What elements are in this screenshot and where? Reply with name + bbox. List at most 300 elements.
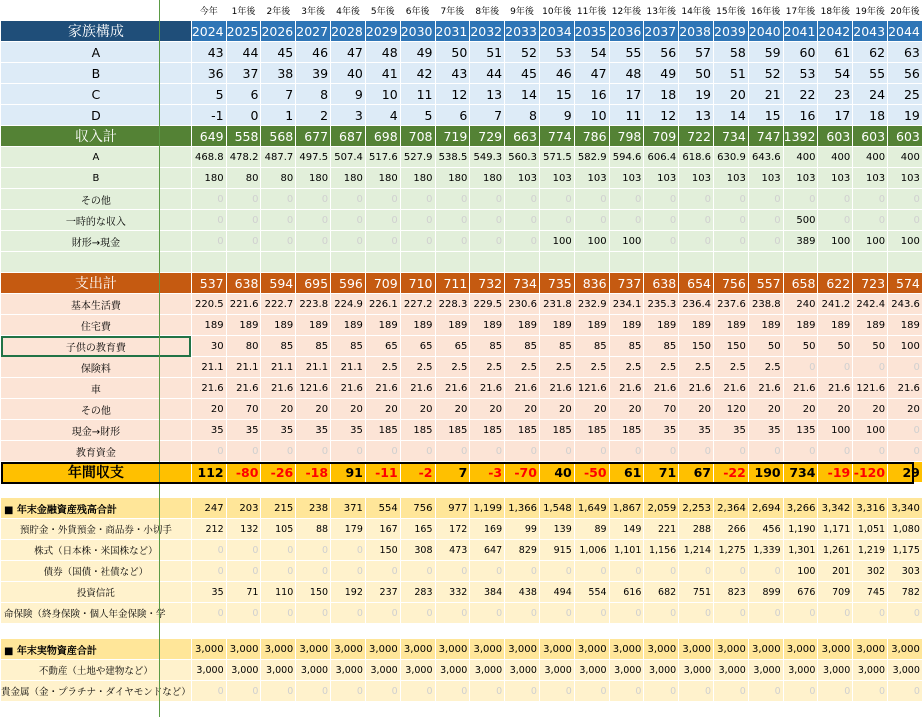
year-cell[interactable]: 2037 (644, 21, 679, 42)
financial-cell[interactable]: 647 (470, 540, 505, 561)
year-cell[interactable]: 2039 (714, 21, 749, 42)
income-cell[interactable]: 0 (261, 231, 296, 252)
financial-cell[interactable]: 35 (191, 582, 226, 603)
age-cell[interactable]: 16 (783, 105, 818, 126)
physical-cell[interactable]: 0 (365, 681, 400, 702)
age-cell[interactable]: 45 (505, 63, 540, 84)
expense-cell[interactable]: 21.6 (191, 378, 226, 399)
expense-cell[interactable]: 232.9 (574, 294, 609, 315)
expense-cell[interactable]: 21.6 (435, 378, 470, 399)
income-cell[interactable]: 594.6 (609, 147, 644, 168)
expense-label[interactable]: その他 (1, 399, 192, 420)
expense-cell[interactable]: 35 (331, 420, 366, 441)
expense-cell[interactable]: 224.9 (331, 294, 366, 315)
age-cell[interactable]: 56 (888, 63, 923, 84)
financial-cell[interactable]: 0 (853, 603, 888, 624)
expense-cell[interactable]: 189 (191, 315, 226, 336)
physical-cell[interactable]: 0 (609, 681, 644, 702)
year-cell[interactable]: 2042 (818, 21, 853, 42)
expense-cell[interactable]: 2.5 (505, 357, 540, 378)
financial-cell[interactable]: 0 (261, 603, 296, 624)
income-cell[interactable]: 0 (470, 210, 505, 231)
income-total-cell[interactable]: 698 (365, 126, 400, 147)
physical-cell[interactable]: 3,000 (435, 660, 470, 681)
empty-cell[interactable] (226, 483, 261, 498)
income-cell[interactable]: 180 (191, 168, 226, 189)
expense-cell[interactable]: 2.5 (435, 357, 470, 378)
financial-cell[interactable]: 1,006 (574, 540, 609, 561)
year-offset-header[interactable]: 10年後 (539, 0, 574, 21)
expense-cell[interactable]: 85 (539, 336, 574, 357)
year-cell[interactable]: 2029 (365, 21, 400, 42)
balance-cell[interactable]: -26 (261, 462, 296, 483)
expense-cell[interactable]: 0 (853, 441, 888, 462)
expense-total-cell[interactable]: 711 (435, 273, 470, 294)
expense-cell[interactable]: 70 (226, 399, 261, 420)
financial-cell[interactable]: 179 (331, 519, 366, 540)
financial-cell[interactable]: 1,261 (818, 540, 853, 561)
empty-cell[interactable] (888, 624, 923, 639)
financial-cell[interactable]: 212 (191, 519, 226, 540)
income-cell[interactable]: 0 (470, 231, 505, 252)
expense-cell[interactable]: 223.8 (296, 294, 331, 315)
income-label[interactable]: 一時的な収入 (1, 210, 192, 231)
empty-cell[interactable] (574, 624, 609, 639)
financial-total-cell[interactable]: 2,694 (748, 498, 783, 519)
empty-cell[interactable] (644, 252, 679, 273)
expense-cell[interactable]: 21.6 (609, 378, 644, 399)
financial-cell[interactable]: 332 (435, 582, 470, 603)
expense-total-cell[interactable]: 537 (191, 273, 226, 294)
expense-total-cell[interactable]: 654 (679, 273, 714, 294)
expense-cell[interactable]: 0 (400, 441, 435, 462)
financial-total-cell[interactable]: 1,649 (574, 498, 609, 519)
income-cell[interactable]: 0 (714, 231, 749, 252)
empty-cell[interactable] (574, 483, 609, 498)
financial-cell[interactable]: 221 (644, 519, 679, 540)
financial-cell[interactable]: 0 (470, 603, 505, 624)
financial-cell[interactable]: 0 (365, 561, 400, 582)
income-cell[interactable]: 103 (818, 168, 853, 189)
income-cell[interactable]: 0 (226, 210, 261, 231)
expense-cell[interactable]: 50 (853, 336, 888, 357)
income-cell[interactable]: 507.4 (331, 147, 366, 168)
financial-cell[interactable]: 105 (261, 519, 296, 540)
financial-cell[interactable]: 192 (331, 582, 366, 603)
expense-cell[interactable]: 185 (609, 420, 644, 441)
expense-cell[interactable]: 2.5 (644, 357, 679, 378)
financial-cell[interactable]: 172 (435, 519, 470, 540)
expense-cell[interactable]: 120 (714, 399, 749, 420)
expense-cell[interactable]: 231.8 (539, 294, 574, 315)
financial-total-cell[interactable]: 1,199 (470, 498, 505, 519)
empty-cell[interactable] (539, 252, 574, 273)
financial-total-cell[interactable]: 1,366 (505, 498, 540, 519)
age-cell[interactable]: 54 (574, 42, 609, 63)
income-cell[interactable]: 0 (226, 231, 261, 252)
expense-cell[interactable]: 234.1 (609, 294, 644, 315)
income-cell[interactable]: 0 (748, 189, 783, 210)
physical-cell[interactable]: 3,000 (679, 660, 714, 681)
expense-cell[interactable]: 85 (644, 336, 679, 357)
income-cell[interactable]: 0 (365, 210, 400, 231)
financial-total-cell[interactable]: 756 (400, 498, 435, 519)
financial-cell[interactable]: 829 (505, 540, 540, 561)
empty-cell[interactable] (748, 252, 783, 273)
financial-cell[interactable]: 165 (400, 519, 435, 540)
financial-cell[interactable]: 1,214 (679, 540, 714, 561)
age-cell[interactable]: 37 (226, 63, 261, 84)
expense-cell[interactable]: 0 (505, 441, 540, 462)
income-cell[interactable]: 0 (644, 231, 679, 252)
financial-label[interactable]: 投資信託 (1, 582, 192, 603)
empty-cell[interactable] (679, 483, 714, 498)
expense-cell[interactable]: 241.2 (818, 294, 853, 315)
expense-cell[interactable]: 0 (609, 441, 644, 462)
expense-cell[interactable]: 2.5 (714, 357, 749, 378)
expense-label[interactable]: 保険料 (1, 357, 192, 378)
empty-cell[interactable] (191, 483, 226, 498)
income-cell[interactable]: 500 (783, 210, 818, 231)
age-cell[interactable]: 14 (714, 105, 749, 126)
expense-cell[interactable]: 20 (505, 399, 540, 420)
expense-cell[interactable]: 65 (435, 336, 470, 357)
expense-cell[interactable]: 100 (818, 420, 853, 441)
financial-cell[interactable]: 0 (679, 561, 714, 582)
financial-cell[interactable]: 0 (226, 603, 261, 624)
financial-cell[interactable]: 100 (783, 561, 818, 582)
balance-cell[interactable]: 29 (888, 462, 923, 483)
empty-cell[interactable] (331, 252, 366, 273)
age-cell[interactable]: 45 (261, 42, 296, 63)
year-cell[interactable]: 2040 (748, 21, 783, 42)
expense-cell[interactable]: 189 (818, 315, 853, 336)
year-offset-header[interactable]: 4年後 (331, 0, 366, 21)
age-cell[interactable]: 43 (191, 42, 226, 63)
expense-total-cell[interactable]: 723 (853, 273, 888, 294)
age-cell[interactable]: 6 (226, 84, 261, 105)
age-cell[interactable]: 15 (539, 84, 574, 105)
empty-cell[interactable] (714, 252, 749, 273)
financial-cell[interactable]: 169 (470, 519, 505, 540)
expense-cell[interactable]: 0 (261, 441, 296, 462)
expense-cell[interactable]: 220.5 (191, 294, 226, 315)
age-cell[interactable]: 6 (435, 105, 470, 126)
expense-cell[interactable]: 0 (539, 441, 574, 462)
balance-cell[interactable]: -50 (574, 462, 609, 483)
financial-label[interactable]: 預貯金・外貨預金・商品券・小切手 (1, 519, 192, 540)
expense-cell[interactable]: 0 (435, 441, 470, 462)
expense-cell[interactable]: 0 (748, 441, 783, 462)
income-total-cell[interactable]: 747 (748, 126, 783, 147)
empty-cell[interactable] (226, 252, 261, 273)
income-cell[interactable]: 180 (365, 168, 400, 189)
financial-cell[interactable]: 676 (783, 582, 818, 603)
year-offset-header[interactable]: 17年後 (783, 0, 818, 21)
expense-cell[interactable]: 35 (714, 420, 749, 441)
income-cell[interactable]: 0 (191, 231, 226, 252)
income-cell[interactable]: 180 (400, 168, 435, 189)
year-cell[interactable]: 2033 (505, 21, 540, 42)
income-total-cell[interactable]: 708 (400, 126, 435, 147)
income-total-cell[interactable]: 729 (470, 126, 505, 147)
physical-cell[interactable]: 0 (853, 681, 888, 702)
age-cell[interactable]: 19 (888, 105, 923, 126)
year-cell[interactable]: 2032 (470, 21, 505, 42)
expense-cell[interactable]: 21.6 (644, 378, 679, 399)
physical-total-cell[interactable]: 3,000 (331, 639, 366, 660)
physical-total-cell[interactable]: 3,000 (365, 639, 400, 660)
physical-total-cell[interactable]: 3,000 (261, 639, 296, 660)
physical-cell[interactable]: 3,000 (853, 660, 888, 681)
expense-cell[interactable]: 2.5 (609, 357, 644, 378)
expense-cell[interactable]: 150 (679, 336, 714, 357)
expense-cell[interactable]: 20 (783, 399, 818, 420)
expense-cell[interactable]: 189 (226, 315, 261, 336)
physical-total-cell[interactable]: 3,000 (470, 639, 505, 660)
expense-cell[interactable]: 100 (888, 336, 923, 357)
income-cell[interactable]: 0 (853, 189, 888, 210)
income-cell[interactable]: 0 (783, 189, 818, 210)
income-cell[interactable]: 0 (748, 210, 783, 231)
income-cell[interactable]: 103 (853, 168, 888, 189)
expense-cell[interactable]: 189 (644, 315, 679, 336)
financial-cell[interactable]: 0 (748, 561, 783, 582)
empty-cell[interactable] (783, 252, 818, 273)
member-label[interactable]: C (1, 84, 192, 105)
empty-cell[interactable] (400, 252, 435, 273)
financial-title[interactable]: ■ 年末金融資産残高合計 (1, 498, 192, 519)
financial-cell[interactable]: 915 (539, 540, 574, 561)
empty-cell[interactable] (679, 252, 714, 273)
expense-cell[interactable]: 243.6 (888, 294, 923, 315)
member-label[interactable]: A (1, 42, 192, 63)
empty-cell[interactable] (818, 624, 853, 639)
year-cell[interactable]: 2028 (331, 21, 366, 42)
empty-cell[interactable] (818, 483, 853, 498)
financial-cell[interactable]: 709 (818, 582, 853, 603)
age-cell[interactable]: 18 (644, 84, 679, 105)
empty-cell[interactable] (783, 624, 818, 639)
expense-cell[interactable]: 21.6 (505, 378, 540, 399)
income-cell[interactable]: 0 (191, 189, 226, 210)
income-cell[interactable]: 487.7 (261, 147, 296, 168)
income-cell[interactable]: 103 (748, 168, 783, 189)
expense-cell[interactable]: 189 (888, 315, 923, 336)
financial-cell[interactable]: 782 (888, 582, 923, 603)
balance-cell[interactable]: 734 (783, 462, 818, 483)
physical-cell[interactable]: 3,000 (539, 660, 574, 681)
balance-cell[interactable]: 67 (679, 462, 714, 483)
financial-cell[interactable]: 0 (435, 561, 470, 582)
income-cell[interactable]: 0 (470, 189, 505, 210)
financial-cell[interactable]: 0 (365, 603, 400, 624)
expense-label[interactable]: 住宅費 (1, 315, 192, 336)
income-total-cell[interactable]: 677 (296, 126, 331, 147)
age-cell[interactable]: 13 (679, 105, 714, 126)
age-cell[interactable]: 20 (714, 84, 749, 105)
income-label[interactable]: B (1, 168, 192, 189)
income-cell[interactable]: 643.6 (748, 147, 783, 168)
income-cell[interactable]: 400 (853, 147, 888, 168)
income-cell[interactable]: 103 (505, 168, 540, 189)
expense-cell[interactable]: 185 (435, 420, 470, 441)
expense-cell[interactable]: 185 (400, 420, 435, 441)
expense-total-cell[interactable]: 638 (644, 273, 679, 294)
age-cell[interactable]: 5 (400, 105, 435, 126)
financial-cell[interactable]: 0 (435, 603, 470, 624)
expense-cell[interactable]: 35 (679, 420, 714, 441)
income-cell[interactable]: 0 (331, 210, 366, 231)
member-label[interactable]: B (1, 63, 192, 84)
expense-cell[interactable]: 0 (853, 357, 888, 378)
expense-cell[interactable]: 20 (400, 399, 435, 420)
expense-cell[interactable]: 21.1 (226, 357, 261, 378)
expense-cell[interactable]: 2.5 (470, 357, 505, 378)
physical-total-cell[interactable]: 3,000 (644, 639, 679, 660)
income-cell[interactable]: 103 (679, 168, 714, 189)
financial-cell[interactable]: 0 (609, 603, 644, 624)
expense-cell[interactable]: 185 (574, 420, 609, 441)
expense-cell[interactable]: 20 (679, 399, 714, 420)
financial-total-cell[interactable]: 371 (331, 498, 366, 519)
empty-cell[interactable] (748, 483, 783, 498)
expense-cell[interactable]: 222.7 (261, 294, 296, 315)
financial-cell[interactable]: 0 (574, 603, 609, 624)
expense-cell[interactable]: 0 (365, 441, 400, 462)
financial-cell[interactable]: 473 (435, 540, 470, 561)
empty-cell[interactable] (470, 252, 505, 273)
empty-cell[interactable] (261, 624, 296, 639)
financial-cell[interactable]: 0 (505, 603, 540, 624)
expense-cell[interactable]: 150 (714, 336, 749, 357)
empty-cell[interactable] (505, 483, 540, 498)
expense-cell[interactable]: 20 (296, 399, 331, 420)
physical-total-cell[interactable]: 3,000 (191, 639, 226, 660)
physical-cell[interactable]: 0 (679, 681, 714, 702)
physical-title[interactable]: ■ 年末実物資産合計 (1, 639, 192, 660)
income-total-cell[interactable]: 663 (505, 126, 540, 147)
financial-cell[interactable]: 823 (714, 582, 749, 603)
expense-total-cell[interactable]: 732 (470, 273, 505, 294)
income-cell[interactable]: 389 (783, 231, 818, 252)
age-cell[interactable]: 9 (331, 84, 366, 105)
expense-total-cell[interactable]: 622 (818, 273, 853, 294)
income-total-cell[interactable]: 709 (644, 126, 679, 147)
expense-cell[interactable]: 121.6 (853, 378, 888, 399)
empty-cell[interactable] (296, 483, 331, 498)
income-cell[interactable]: 538.5 (435, 147, 470, 168)
income-cell[interactable]: 100 (609, 231, 644, 252)
expense-cell[interactable]: 189 (435, 315, 470, 336)
physical-total-cell[interactable]: 3,000 (505, 639, 540, 660)
age-cell[interactable]: 61 (818, 42, 853, 63)
age-cell[interactable]: 52 (505, 42, 540, 63)
expense-cell[interactable]: 20 (888, 399, 923, 420)
income-cell[interactable]: 0 (331, 189, 366, 210)
physical-cell[interactable]: 3,000 (818, 660, 853, 681)
expense-cell[interactable]: 230.6 (505, 294, 540, 315)
income-cell[interactable]: 0 (435, 210, 470, 231)
income-cell[interactable]: 103 (644, 168, 679, 189)
income-cell[interactable]: 0 (818, 189, 853, 210)
physical-cell[interactable]: 3,000 (714, 660, 749, 681)
financial-cell[interactable]: 0 (644, 603, 679, 624)
income-cell[interactable]: 517.6 (365, 147, 400, 168)
year-cell[interactable]: 2027 (296, 21, 331, 42)
financial-cell[interactable]: 167 (365, 519, 400, 540)
balance-cell[interactable]: -19 (818, 462, 853, 483)
expense-cell[interactable]: 85 (505, 336, 540, 357)
age-cell[interactable]: 24 (853, 84, 888, 105)
year-cell[interactable]: 2026 (261, 21, 296, 42)
year-offset-header[interactable]: 1年後 (226, 0, 261, 21)
financial-cell[interactable]: 1,339 (748, 540, 783, 561)
financial-total-cell[interactable]: 3,342 (818, 498, 853, 519)
expense-cell[interactable]: 50 (748, 336, 783, 357)
age-cell[interactable]: 60 (783, 42, 818, 63)
income-cell[interactable]: 400 (818, 147, 853, 168)
empty-cell[interactable] (435, 624, 470, 639)
income-cell[interactable]: 468.8 (191, 147, 226, 168)
physical-total-cell[interactable]: 3,000 (748, 639, 783, 660)
expense-cell[interactable]: 189 (748, 315, 783, 336)
income-total-cell[interactable]: 603 (853, 126, 888, 147)
physical-cell[interactable]: 0 (644, 681, 679, 702)
expense-total-cell[interactable]: 836 (574, 273, 609, 294)
age-cell[interactable]: 39 (296, 63, 331, 84)
balance-cell[interactable]: 112 (191, 462, 226, 483)
age-cell[interactable]: 18 (853, 105, 888, 126)
family-title[interactable]: 家族構成 (1, 21, 192, 42)
age-cell[interactable]: 48 (609, 63, 644, 84)
expense-cell[interactable]: 229.5 (470, 294, 505, 315)
income-cell[interactable]: 0 (435, 231, 470, 252)
age-cell[interactable]: 16 (574, 84, 609, 105)
expense-cell[interactable]: 80 (226, 336, 261, 357)
physical-cell[interactable]: 0 (574, 681, 609, 702)
income-cell[interactable]: 0 (365, 189, 400, 210)
empty-cell[interactable] (1, 624, 192, 639)
expense-cell[interactable]: 21.1 (191, 357, 226, 378)
financial-cell[interactable]: 1,190 (783, 519, 818, 540)
financial-cell[interactable]: 0 (331, 561, 366, 582)
financial-total-cell[interactable]: 238 (296, 498, 331, 519)
financial-cell[interactable]: 89 (574, 519, 609, 540)
expense-cell[interactable]: 228.3 (435, 294, 470, 315)
expense-cell[interactable]: 185 (470, 420, 505, 441)
expense-cell[interactable]: 227.2 (400, 294, 435, 315)
income-cell[interactable]: 0 (539, 210, 574, 231)
financial-total-cell[interactable]: 3,316 (853, 498, 888, 519)
expense-cell[interactable]: 21.6 (539, 378, 574, 399)
empty-cell[interactable] (365, 483, 400, 498)
physical-cell[interactable]: 3,000 (400, 660, 435, 681)
physical-cell[interactable]: 3,000 (783, 660, 818, 681)
balance-cell[interactable]: 71 (644, 462, 679, 483)
expense-title[interactable]: 支出計 (1, 273, 192, 294)
expense-cell[interactable]: 21.6 (470, 378, 505, 399)
age-cell[interactable]: 1 (261, 105, 296, 126)
expense-total-cell[interactable]: 709 (365, 273, 400, 294)
age-cell[interactable]: 42 (400, 63, 435, 84)
year-offset-header[interactable]: 2年後 (261, 0, 296, 21)
expense-cell[interactable]: 21.6 (714, 378, 749, 399)
empty-cell[interactable] (853, 483, 888, 498)
financial-cell[interactable]: 0 (331, 540, 366, 561)
expense-cell[interactable]: 189 (714, 315, 749, 336)
financial-cell[interactable]: 1,101 (609, 540, 644, 561)
